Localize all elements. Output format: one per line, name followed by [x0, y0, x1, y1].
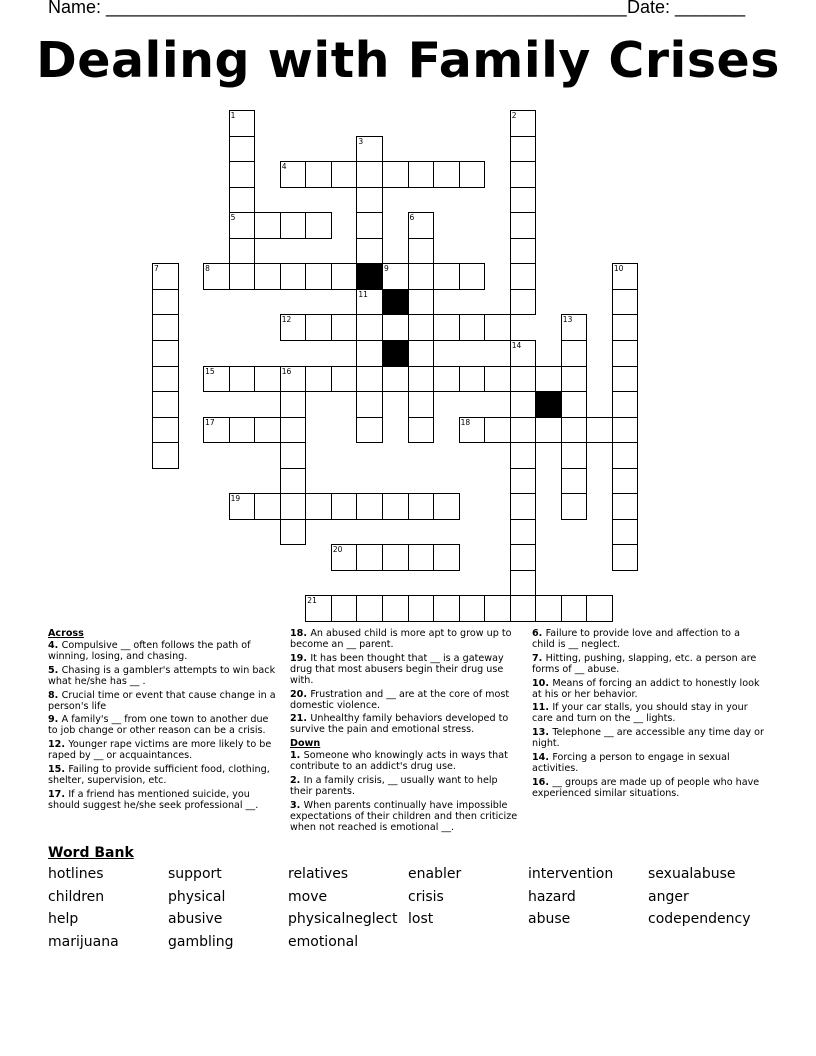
grid-cell[interactable] [280, 468, 307, 495]
clue-number: 2. [290, 774, 304, 786]
word-bank-item: marijuana [48, 934, 119, 951]
clue-column-3 [532, 628, 764, 802]
across-clue [48, 714, 278, 736]
word-bank-item: support [168, 866, 222, 882]
across-clue [290, 653, 522, 686]
grid-block [382, 340, 409, 367]
grid-cell[interactable] [152, 391, 179, 418]
across-clue [48, 640, 278, 662]
grid-cell[interactable] [356, 212, 383, 239]
grid-cell[interactable] [408, 212, 435, 239]
grid-cell[interactable] [203, 263, 230, 290]
grid-cell[interactable] [305, 161, 332, 188]
grid-block [535, 391, 562, 418]
clue-number: 16. [532, 776, 553, 788]
clue-text: Hitting, pushing, slapping, etc. a person are forms of __ abuse. [532, 652, 757, 675]
down-clue [532, 628, 764, 650]
grid-cell[interactable] [433, 366, 460, 393]
grid-cell[interactable] [152, 442, 179, 469]
grid-cell[interactable] [459, 263, 486, 290]
grid-cell[interactable] [433, 595, 460, 622]
grid-cell[interactable] [612, 417, 639, 444]
down-clue [290, 775, 522, 797]
clue-text: When parents continually have impossible expectations of their children and then criticize when not reached is emotional __. [290, 799, 518, 833]
clue-text: Frustration and __ are at the core of most domestic violence. [290, 688, 510, 711]
clue-text: Forcing a person to engage in sexual activities. [532, 751, 730, 774]
word-bank-item: enabler [408, 866, 462, 882]
word-bank-item: physicalneglect [288, 911, 398, 928]
clue-text: Means of forcing an addict to honestly look at his or her behavior. [532, 677, 760, 700]
grid-cell[interactable] [561, 595, 588, 622]
grid-cell[interactable] [510, 340, 537, 367]
clue-column-2 [290, 628, 522, 836]
clue-number: 12 [281, 315, 292, 325]
word-bank-item: crisis [408, 888, 444, 905]
grid-cell[interactable] [229, 238, 256, 265]
across-clue [48, 665, 278, 687]
grid-cell[interactable] [586, 417, 613, 444]
grid-cell[interactable] [408, 391, 435, 418]
grid-cell[interactable] [152, 417, 179, 444]
grid-cell[interactable] [356, 136, 383, 163]
clue-number: 3 [358, 136, 364, 146]
grid-cell[interactable] [229, 136, 256, 163]
grid-cell[interactable] [254, 366, 281, 393]
grid-cell[interactable] [510, 544, 537, 571]
across-clue [290, 689, 522, 711]
clue-number: 9. [48, 714, 62, 726]
clue-number: 1. [290, 750, 304, 762]
grid-cell[interactable] [152, 289, 179, 316]
grid-cell[interactable] [561, 417, 588, 444]
date-field-label: Date: _______ [627, 0, 746, 17]
grid-cell[interactable] [459, 417, 486, 444]
clue-text: If a friend has mentioned suicide, you should suggest he/she seek professional __. [48, 788, 259, 811]
page-title: Dealing with Family Crises [36, 32, 780, 89]
grid-cell[interactable] [510, 110, 537, 137]
grid-cell[interactable] [356, 595, 383, 622]
clue-text: Failure to provide love and affection to a child is __ neglect. [532, 628, 740, 650]
grid-block [382, 289, 409, 316]
word-bank-item: lost [408, 911, 434, 928]
grid-cell[interactable] [612, 340, 639, 367]
word-bank-item: relatives [288, 866, 349, 882]
grid-cell[interactable] [280, 161, 307, 188]
grid-cell[interactable] [152, 263, 179, 290]
grid-cell[interactable] [612, 544, 639, 571]
grid-cell[interactable] [356, 238, 383, 265]
down-clue [532, 678, 764, 700]
clue-text: In a family crisis, __ usually want to help their parents. [290, 774, 498, 797]
clue-number: 5 [230, 213, 236, 223]
across-heading: Across [48, 628, 84, 639]
word-bank-item: abuse [528, 911, 571, 928]
grid-cell[interactable] [484, 595, 511, 622]
grid-cell[interactable] [305, 263, 332, 290]
grid-cell[interactable] [254, 417, 281, 444]
grid-cell[interactable] [510, 468, 537, 495]
clue-text: Unhealthy family behaviors developed to survive the pain and emotional stress. [290, 713, 509, 736]
down-heading: Down [290, 738, 321, 750]
grid-cell[interactable] [382, 493, 409, 520]
clue-text: Someone who knowingly acts in ways that contribute to an addict's drug use. [290, 750, 508, 773]
clue-text: If your car stalls, you should stay in your care and turn on the __ lights. [532, 702, 748, 725]
word-bank-item: physical [168, 888, 226, 905]
clue-text: Telephone __ are accessible any time day or night. [532, 727, 764, 750]
grid-cell[interactable] [408, 366, 435, 393]
grid-cell[interactable] [408, 417, 435, 444]
down-clue [532, 727, 764, 749]
grid-cell[interactable] [229, 366, 256, 393]
grid-cell[interactable] [382, 161, 409, 188]
down-clue [290, 750, 522, 772]
grid-cell[interactable] [612, 314, 639, 341]
grid-cell[interactable] [305, 366, 332, 393]
word-bank-title: Word Bank [48, 845, 134, 861]
grid-cell[interactable] [280, 519, 307, 546]
word-bank-item: emotional [288, 934, 359, 951]
clue-text: Failing to provide sufficient food, clothing, shelter, supervision, etc. [48, 763, 270, 786]
grid-cell[interactable] [510, 417, 537, 444]
clue-text: __ groups are made up of people who have experienced similar situations. [532, 776, 760, 799]
grid-cell[interactable] [510, 570, 537, 597]
grid-cell[interactable] [510, 442, 537, 469]
clue-number: 18. [290, 628, 311, 639]
grid-cell[interactable] [612, 468, 639, 495]
clue-number: 18 [460, 417, 471, 427]
grid-cell[interactable] [203, 366, 230, 393]
across-clue [48, 690, 278, 712]
across-clue [48, 764, 278, 786]
clue-text: Crucial time or event that cause change in a person's life [48, 689, 276, 712]
grid-cell[interactable] [356, 391, 383, 418]
grid-cell[interactable] [203, 417, 230, 444]
grid-cell[interactable] [433, 263, 460, 290]
word-bank-item: sexualabuse [648, 866, 736, 882]
grid-cell[interactable] [510, 187, 537, 214]
clue-text: It has been thought that __ is a gateway drug that most abusers begin their drug use with. [290, 652, 504, 686]
grid-cell[interactable] [510, 493, 537, 520]
clue-number: 20 [332, 545, 343, 555]
grid-cell[interactable] [280, 314, 307, 341]
grid-cell[interactable] [280, 391, 307, 418]
grid-cell[interactable] [408, 493, 435, 520]
clue-number: 2 [511, 111, 517, 120]
grid-cell[interactable] [229, 110, 256, 137]
grid-cell[interactable] [408, 544, 435, 571]
word-bank-item: anger [648, 888, 689, 905]
grid-cell[interactable] [510, 391, 537, 418]
grid-cell[interactable] [561, 391, 588, 418]
grid-cell[interactable] [433, 161, 460, 188]
grid-cell[interactable] [254, 493, 281, 520]
clue-number: 10. [532, 677, 553, 689]
grid-cell[interactable] [356, 289, 383, 316]
grid-cell[interactable] [612, 493, 639, 520]
clue-text: Compulsive __ often follows the path of winning, losing, and chasing. [48, 640, 251, 662]
grid-cell[interactable] [484, 366, 511, 393]
grid-cell[interactable] [356, 340, 383, 367]
grid-cell[interactable] [510, 366, 537, 393]
down-clue [290, 800, 522, 833]
clue-number: 10 [613, 264, 624, 274]
grid-cell[interactable] [305, 595, 332, 622]
grid-cell[interactable] [356, 493, 383, 520]
grid-cell[interactable] [484, 417, 511, 444]
grid-cell[interactable] [356, 544, 383, 571]
word-bank-item: intervention [528, 866, 614, 882]
grid-cell[interactable] [382, 544, 409, 571]
across-clue [48, 739, 278, 761]
word-bank-item: children [48, 888, 105, 905]
clue-number: 17. [48, 788, 69, 800]
clue-number: 13 [562, 315, 573, 325]
grid-cell[interactable] [254, 263, 281, 290]
grid-cell[interactable] [408, 340, 435, 367]
clue-number: 9 [383, 264, 389, 274]
grid-cell[interactable] [510, 263, 537, 290]
down-clue [532, 653, 764, 675]
grid-cell[interactable] [612, 289, 639, 316]
grid-cell[interactable] [433, 493, 460, 520]
grid-cell[interactable] [535, 595, 562, 622]
grid-cell[interactable] [280, 366, 307, 393]
down-clue [532, 777, 764, 799]
word-bank-item: hotlines [48, 866, 104, 882]
word-bank-item: codependency [648, 911, 751, 928]
grid-cell[interactable] [152, 314, 179, 341]
clue-number: 15 [205, 366, 215, 376]
grid-cell[interactable] [356, 417, 383, 444]
clue-number: 15. [48, 763, 69, 775]
clue-text: Chasing is a gambler's attempts to win back what he/she has __ . [48, 664, 276, 687]
clue-number: 6. [532, 628, 546, 639]
word-bank-item: gambling [168, 934, 234, 951]
grid-cell[interactable] [586, 595, 613, 622]
clue-number: 7. [532, 652, 546, 664]
grid-cell[interactable] [510, 161, 537, 188]
across-clue [48, 789, 278, 811]
across-clue [290, 713, 522, 735]
grid-cell[interactable] [356, 187, 383, 214]
grid-cell[interactable] [229, 161, 256, 188]
clue-number: 19. [290, 652, 311, 664]
grid-cell[interactable] [459, 314, 486, 341]
clue-text: Younger rape victims are more likely to be raped by __ or acquaintances. [48, 739, 272, 762]
grid-cell[interactable] [331, 314, 358, 341]
grid-cell[interactable] [229, 493, 256, 520]
grid-cell[interactable] [561, 366, 588, 393]
clue-number: 21. [290, 713, 311, 725]
grid-cell[interactable] [331, 544, 358, 571]
grid-cell[interactable] [561, 493, 588, 520]
grid-cell[interactable] [612, 263, 639, 290]
grid-cell[interactable] [408, 595, 435, 622]
grid-cell[interactable] [152, 366, 179, 393]
clue-column-1 [48, 628, 278, 814]
grid-cell[interactable] [510, 212, 537, 239]
grid-cell[interactable] [280, 493, 307, 520]
grid-cell[interactable] [510, 289, 537, 316]
grid-cell[interactable] [254, 212, 281, 239]
clue-number: 5. [48, 664, 62, 676]
grid-cell[interactable] [331, 366, 358, 393]
clue-number: 4. [48, 640, 62, 651]
clue-text: A family's __ from one town to another due to job change or other reason can be a crisis. [48, 714, 269, 737]
clue-number: 3. [290, 799, 304, 811]
clue-text: An abused child is more apt to grow up to become an __ parent. [290, 628, 512, 650]
grid-cell[interactable] [229, 212, 256, 239]
grid-cell[interactable] [561, 468, 588, 495]
grid-cell[interactable] [408, 314, 435, 341]
word-bank-item: move [288, 888, 328, 905]
grid-cell[interactable] [229, 187, 256, 214]
clue-number: 7 [154, 264, 159, 274]
clue-number: 20. [290, 688, 311, 700]
grid-cell[interactable] [356, 161, 383, 188]
grid-cell[interactable] [280, 212, 307, 239]
word-bank-item: abusive [168, 911, 223, 928]
grid-cell[interactable] [331, 595, 358, 622]
grid-cell[interactable] [484, 314, 511, 341]
clue-number: 16 [281, 366, 292, 376]
word-bank-item: help [48, 911, 79, 928]
grid-cell[interactable] [408, 238, 435, 265]
down-clue [532, 752, 764, 774]
grid-cell[interactable] [152, 340, 179, 367]
clue-number: 13. [532, 727, 553, 739]
clue-number: 4 [281, 162, 287, 172]
grid-cell[interactable] [229, 417, 256, 444]
grid-cell[interactable] [305, 493, 332, 520]
clue-number: 14. [532, 751, 553, 763]
grid-cell[interactable] [356, 314, 383, 341]
clue-number: 11 [358, 289, 368, 299]
clue-number: 6 [409, 213, 415, 223]
grid-cell[interactable] [612, 442, 639, 469]
down-clue [532, 702, 764, 724]
word-bank-item: hazard [528, 888, 576, 905]
grid-cell[interactable] [510, 136, 537, 163]
grid-cell[interactable] [459, 161, 486, 188]
grid-cell[interactable] [280, 417, 307, 444]
grid-cell[interactable] [433, 314, 460, 341]
clue-number: 21 [307, 596, 317, 606]
grid-cell[interactable] [408, 161, 435, 188]
grid-cell[interactable] [382, 595, 409, 622]
grid-cell[interactable] [510, 595, 537, 622]
grid-cell[interactable] [305, 314, 332, 341]
grid-cell[interactable] [280, 263, 307, 290]
grid-cell[interactable] [612, 391, 639, 418]
grid-cell[interactable] [535, 366, 562, 393]
clue-number: 1 [230, 111, 236, 120]
grid-cell[interactable] [612, 366, 639, 393]
grid-cell[interactable] [356, 366, 383, 393]
grid-block [356, 263, 383, 290]
grid-cell[interactable] [433, 544, 460, 571]
grid-cell[interactable] [305, 212, 332, 239]
grid-cell[interactable] [331, 493, 358, 520]
grid-cell[interactable] [612, 519, 639, 546]
grid-cell[interactable] [408, 289, 435, 316]
clue-number: 8. [48, 689, 62, 701]
name-field-label: Name: ____________________________________________________ [48, 0, 627, 17]
clue-number: 14 [511, 340, 522, 350]
grid-cell[interactable] [535, 417, 562, 444]
grid-cell[interactable] [331, 263, 358, 290]
grid-cell[interactable] [510, 519, 537, 546]
across-clue [290, 628, 522, 650]
grid-cell[interactable] [382, 314, 409, 341]
clue-number: 8 [205, 264, 210, 274]
clue-number: 17 [205, 417, 215, 427]
clue-number: 11. [532, 702, 553, 714]
clue-number: 19 [230, 494, 241, 504]
grid-cell[interactable] [459, 366, 486, 393]
grid-cell[interactable] [561, 340, 588, 367]
grid-cell[interactable] [408, 263, 435, 290]
grid-cell[interactable] [561, 314, 588, 341]
grid-cell[interactable] [459, 595, 486, 622]
grid-cell[interactable] [280, 442, 307, 469]
grid-cell[interactable] [331, 161, 358, 188]
grid-cell[interactable] [510, 238, 537, 265]
grid-cell[interactable] [229, 263, 256, 290]
grid-cell[interactable] [561, 442, 588, 469]
grid-cell[interactable] [382, 366, 409, 393]
clue-number: 12. [48, 739, 69, 751]
grid-cell[interactable] [382, 263, 409, 290]
